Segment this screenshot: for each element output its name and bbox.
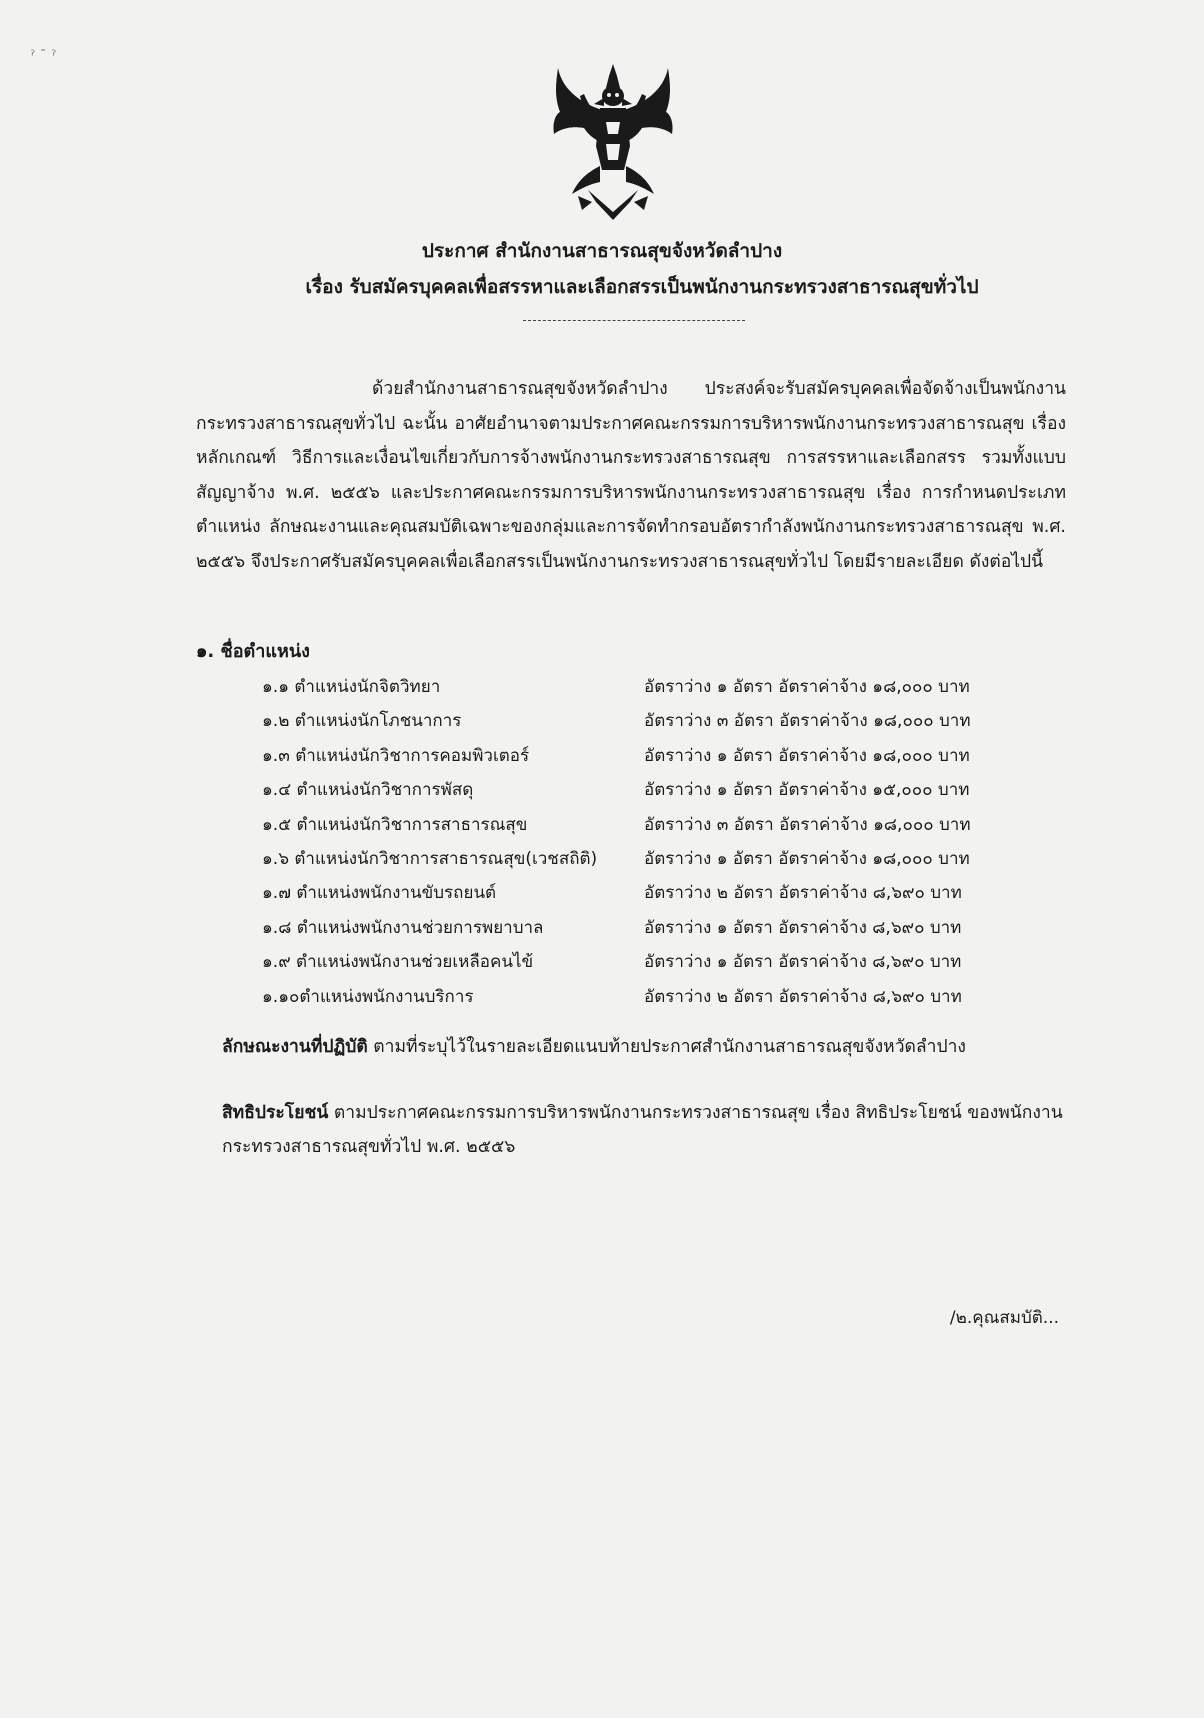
list-item	[262, 980, 1052, 1014]
position-rate: อัตราว่าง ๓ อัตรา อัตราค่าจ้าง ๑๘,๐๐๐ บาท	[644, 711, 971, 732]
position-name: ๑.๒ ตำแหน่งนักโภชนาการ	[262, 711, 462, 732]
position-name: ๑.๑ ตำแหน่งนักจิตวิทยา	[262, 677, 441, 697]
title-divider	[523, 320, 745, 321]
benefits-text: ตามประกาศคณะกรรมการบริหารพนักงานกระทรวงสาธารณสุข เรื่อง สิทธิประโยชน์ ของพนักงานกระทรวงสาธารณสุขทั่วไป พ.ศ. ๒๕๕๖	[222, 1103, 1063, 1157]
announcement-subject: เรื่อง รับสมัครบุคคลเพื่อสรรหาและเลือกสรรเป็นพนักงานกระทรวงสาธารณสุขทั่วไป	[305, 276, 979, 298]
position-rate: อัตราว่าง ๑ อัตรา อัตราค่าจ้าง ๘,๖๙๐ บาท	[644, 952, 962, 973]
position-rate: อัตราว่าง ๓ อัตรา อัตราค่าจ้าง ๑๘,๐๐๐ บาท	[644, 814, 971, 835]
position-rate: อัตราว่าง ๑ อัตรา อัตราค่าจ้าง ๑๘,๐๐๐ บาท	[644, 848, 970, 869]
announcement-title: ประกาศ สำนักงานสาธารณสุขจังหวัดลำปาง	[421, 240, 783, 262]
list-item	[262, 808, 1052, 842]
position-rate: อัตราว่าง ๑ อัตรา อัตราค่าจ้าง ๑๘,๐๐๐ บาท	[644, 677, 970, 697]
duties-text: ตามที่ระบุไว้ในรายละเอียดแนบท้ายประกาศสำนักงานสาธารณสุขจังหวัดลำปาง	[367, 1037, 966, 1057]
position-rate: อัตราว่าง ๑ อัตรา อัตราค่าจ้าง ๑๘,๐๐๐ บาท	[644, 745, 970, 766]
list-item	[262, 773, 1052, 807]
benefits-label: สิทธิประโยชน์	[222, 1103, 329, 1123]
position-name: ๑.๙ ตำแหน่งพนักงานช่วยเหลือคนไข้	[262, 952, 534, 973]
duties-note	[222, 1030, 1072, 1064]
scan-speck: ˀ ˉ ˀ	[30, 48, 57, 64]
intro-paragraph-text: ด้วยสำนักงานสาธารณสุขจังหวัดลำปาง ประสงค์จะรับสมัครบุคคลเพื่อจัดจ้างเป็นพนักงานกระทรวงสาธารณสุขทั่วไป ฉะนั้น อาศัยอำนาจตามประกาศคณะกรรมการบริหารพนักงานกระทรวงสาธารณสุข เรื่อง หลักเกณฑ์ วิธีการและเงื่อนไขเกี่ยวกับการจ้างพนักงานกระทรวงสาธารณสุข การสรรหาและเลือกสรร รวมทั้งแบบสัญญาจ้าง พ.ศ. ๒๕๕๖ และประกาศคณะกรรมการบริหารพนักงานกระทรวงสาธารณสุข เรื่อง การกำหนดประเภท ตำแหน่ง ลักษณะงานและคุณสมบัติเฉพาะของกลุ่มและการจัดทำกรอบอัตรากำลังพนักงานกระทรวงสาธารณสุข พ.ศ. ๒๕๕๖ จึงประกาศรับสมัครบุคคลเพื่อเลือกสรรเป็นพนักงานกระทรวงสาธารณสุขทั่วไป โดยมีรายละเอียด ดังต่อไปนี้	[196, 379, 1066, 572]
list-item	[262, 704, 1052, 738]
position-name: ๑.๔ ตำแหน่งนักวิชาการพัสดุ	[262, 780, 474, 801]
position-name: ๑.๗ ตำแหน่งพนักงานขับรถยนต์	[262, 883, 497, 904]
list-item	[262, 739, 1052, 773]
section-heading-positions: ๑. ชื่อตำแหน่ง	[196, 641, 310, 662]
list-item	[262, 876, 1052, 910]
position-rate: อัตราว่าง ๑ อัตรา อัตราค่าจ้าง ๑๕,๐๐๐ บาท	[644, 780, 970, 801]
benefits-note	[222, 1096, 1072, 1164]
duties-label: ลักษณะงานที่ปฏิบัติ	[222, 1037, 368, 1057]
list-item	[262, 842, 1052, 876]
position-rate: อัตราว่าง ๒ อัตรา อัตราค่าจ้าง ๘,๖๙๐ บาท	[644, 883, 962, 904]
position-rate: อัตราว่าง ๑ อัตรา อัตราค่าจ้าง ๘,๖๙๐ บาท	[644, 917, 962, 938]
intro-paragraph	[196, 372, 1066, 579]
position-name: ๑.๓ ตำแหน่งนักวิชาการคอมพิวเตอร์	[262, 745, 530, 766]
next-page-reference: /๒.คุณสมบัติ...	[949, 1308, 1059, 1328]
position-name: ๑.๘ ตำแหน่งพนักงานช่วยการพยาบาล	[262, 917, 544, 938]
position-name: ๑.๕ ตำแหน่งนักวิชาการสาธารณสุข	[262, 814, 528, 835]
positions-list	[262, 670, 1052, 1014]
list-item	[262, 670, 1052, 704]
garuda-emblem-icon	[548, 62, 678, 222]
list-item	[262, 911, 1052, 945]
list-item	[262, 945, 1052, 979]
position-name: ๑.๖ ตำแหน่งนักวิชาการสาธารณสุข(เวชสถิติ)	[262, 848, 598, 869]
position-name: ๑.๑๐ตำแหน่งพนักงานบริการ	[262, 986, 474, 1007]
position-rate: อัตราว่าง ๒ อัตรา อัตราค่าจ้าง ๘,๖๙๐ บาท	[644, 986, 962, 1007]
